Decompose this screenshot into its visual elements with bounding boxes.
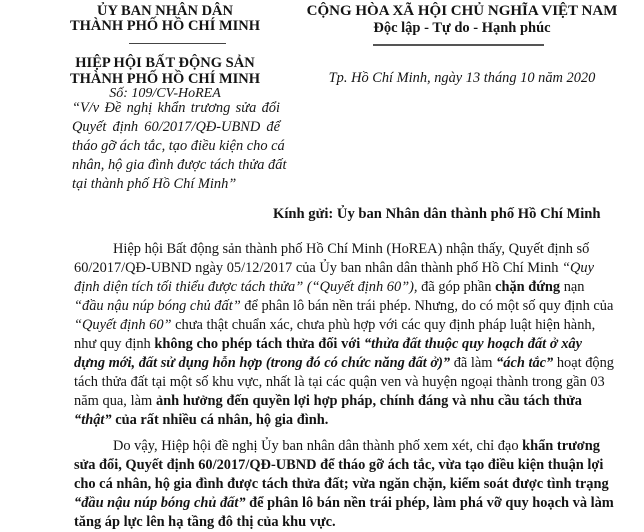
text-run: để phân lô bán nền trái phép, làm phá vỡ quy hoạch và làm [245,495,614,511]
text-line [74,259,595,278]
text-run: không cho phép tách thửa đối với [154,336,364,352]
organization-line-2: THÀNH PHỐ HỒ CHÍ MINH [69,71,261,87]
text-run: để phân lô bán nền trái phép. Nhưng, do có một số quy định của [240,298,614,314]
national-motto: Độc lập - Tự do - Hạnh phúc [373,20,551,36]
text-run: năm qua, làm [74,393,156,409]
text-line [74,513,582,532]
authority-line-2: THÀNH PHỐ HỒ CHÍ MINH [69,18,261,34]
text-run: Do vậy, Hiệp hội đề nghị Ủy ban nhân dân thành phố xem xét, chỉ đạo [113,438,523,454]
text-line [74,278,585,297]
text-line [74,297,614,316]
text-line [74,456,604,475]
text-run: cho cá nhân, hộ gia đình được tách thửa đất; vừa ngăn chặn, kiểm soát được tình trạng [74,476,609,492]
organization-line-1: HIỆP HỘI BẤT ĐỘNG SẢN [75,55,255,71]
authority-line-1: ỦY BAN NHÂN DÂN [96,3,233,19]
text-run: 60/2017/QĐ-UBND ngày 05/12/2017 của Ủy ban nhân dân thành phố Hồ Chí Minh [74,260,563,276]
text-run: tăng áp lực lên hạ tầng đô thị của khu vực. [74,514,336,530]
document-number: Số: 109/CV-HoREA [109,86,221,101]
text-line [74,373,605,392]
text-line [74,411,582,430]
subject-line: “V/v Đề nghị khẩn trương sửa đổi [72,100,280,116]
text-run: “thật” [74,412,112,428]
text-run: “thửa đất thuộc quy hoạch đất ở xây [363,336,583,352]
text-run: tách thửa đất tại một số khu vực, nhất là tại các quận ven và huyện ngoại thành trong gần 03 [74,374,605,390]
text-run: “Quyết định 60” [74,317,172,333]
text-run: hoạt động [553,355,614,371]
text-run: nạn [560,279,585,295]
text-line [113,437,600,456]
text-run: sửa đổi, Quyết định 60/2017/QĐ-UBND để tháo gỡ ách tắc, vừa tạo điều kiện thuận lợi [74,457,604,473]
subject-line: Quyết định 60/2017/QĐ-UBND để [72,119,280,135]
text-run: định diện tích tối thiểu được tách thửa” (“Quyết định 60”), [74,279,418,295]
text-run: “Quy [562,260,595,276]
subject-line: nhân, hộ gia đình được tách thửa đất [72,157,287,173]
text-run: đã làm [450,355,497,371]
text-run: chặn đứng [495,279,561,295]
text-line [74,475,609,494]
text-run: “đầu nậu núp bóng chủ đất” [74,495,246,511]
text-run: dựng mới, đất sử dụng hỗn hợp (trong đó có chức năng đất ở)” [74,355,451,371]
text-line [74,392,582,411]
text-run: như quy định [74,336,155,352]
text-run: đã góp phần [417,279,496,295]
text-line [113,240,590,259]
recipient-line: Kính gửi: Ủy ban Nhân dân thành phố Hồ Chí Minh [273,206,601,222]
text-line [74,354,614,373]
place-and-date: Tp. Hồ Chí Minh, ngày 13 tháng 10 năm 2020 [328,70,596,86]
subject-line: tại thành phố Hồ Chí Minh” [72,176,237,192]
text-run: khẩn trương [522,438,600,454]
text-run: của rất nhiều cá nhân, hộ gia đình. [111,412,329,428]
text-line [74,494,614,513]
text-line [74,316,596,335]
text-run: Hiệp hội Bất động sản thành phố Hồ Chí Minh (HoREA) nhận thấy, Quyết định số [113,241,590,257]
authority-divider [129,43,226,44]
text-run: chưa thật chuẩn xác, chưa phù hợp với các quy định pháp luật hiện hành, [171,317,596,333]
text-line [74,335,582,354]
motto-divider [373,44,544,46]
text-run: “ách tắc” [496,355,554,371]
subject-line: tháo gỡ ách tắc, tạo điều kiện cho cá [72,138,285,154]
text-run: ảnh hưởng đến quyền lợi hợp pháp, chính đáng và nhu cầu tách thửa [155,393,582,409]
text-run: “đầu nậu núp bóng chủ đất” [74,298,241,314]
national-title: CỘNG HÒA XÃ HỘI CHỦ NGHĨA VIỆT NAM [306,3,618,19]
